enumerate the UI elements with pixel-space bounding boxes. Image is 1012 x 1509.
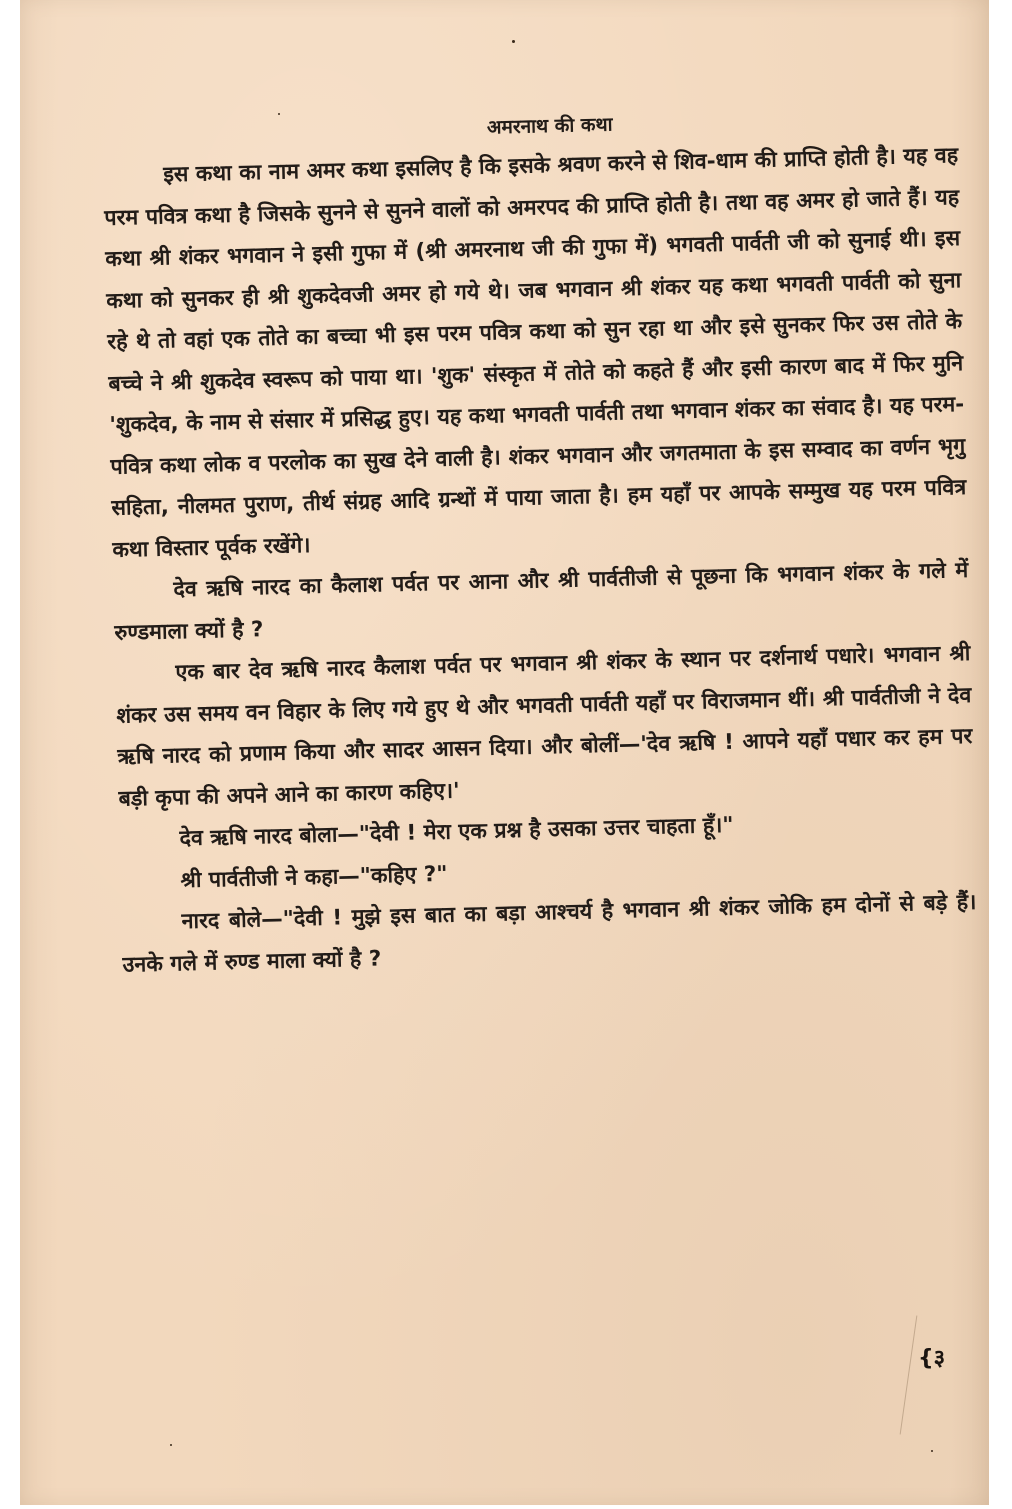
dialogue-paragraph: नारद बोले—"देवी ! मुझे इस बात का बड़ा आश्चर्य है भगवान श्री शंकर जोकि हम दोनों से बड़े हैं। उनके गले में रुण्ड माला क्यों है ? <box>122 889 977 978</box>
ink-speck <box>278 113 280 115</box>
ink-speck <box>170 1444 172 1446</box>
dialogue-paragraph: श्री पार्वतीजी ने कहा—"कहिए ?" <box>180 861 448 893</box>
section-subheading: देव ऋषि नारद का कैलाश पर्वत पर आना और श्री पार्वतीजी से पूछना कि भगवान शंकर के गले में रुण्डमाला क्यों है ? <box>114 557 969 646</box>
intro-paragraph: इस कथा का नाम अमर कथा इसलिए है कि इसके श्रवण करने से शिव-धाम की प्राप्ति होती है। यह वह परम पवित्र कथा है जिसके सुनने से सुनने वालों को अमरपद की प्राप्ति होती है। तथा वह अमर हो जाते हैं। यह कथा श्री शंकर भगवान ने इसी गुफा में (श्री अमरनाथ जी की गुफा में) भगवती पार्वती जी को सुनाई थी। इस कथा को सुनकर ही श्री शुकदेवजी अमर हो गये थे। जब भगवान श्री शंकर यह कथा भगवती पार्वती को सुना रहे थे तो वहां एक तोते का बच्चा भी इस परम पवित्र कथा को सुन रहा था और इसे सुनकर फिर उस तोते के बच्चे ने श्री शुकदेव स्वरूप को पाया था। 'शुक' संस्कृत में तोते को कहते हैं और इसी कारण बाद में फिर मुनि 'शुकदेव, के नाम से संसार में प्रसिद्ध हुए। यह कथा भगवती पार्वती तथा भगवान शंकर का संवाद है। यह परम-पवित्र कथा लोक व परलोक का सुख देने वाली है। शंकर भगवान और जगतमाता के इस सम्वाद का वर्णन भृगु सहिता, नीलमत पुराण, तीर्थ संग्रह आदि ग्रन्थों में पाया जाता है। हम यहाँ पर आपके सम्मुख यह परम पवित्र कथा विस्तार पूर्वक रखेंगे। <box>104 143 967 563</box>
page-content <box>102 101 978 986</box>
dialogue-paragraph: देव ऋषि नारद बोला—"देवी ! मेरा एक प्रश्न है उसका उत्तर चाहता हूँ।" <box>179 812 734 852</box>
chapter-title: अमरनाथ की कथा <box>486 113 613 139</box>
book-page <box>20 0 989 1505</box>
paper-crease <box>900 1316 918 1435</box>
page-number: {३ <box>918 1346 946 1371</box>
narrative-paragraph: एक बार देव ऋषि नारद कैलाश पर्वत पर भगवान श्री शंकर के स्थान पर दर्शनार्थ पधारे। भगवान श्री शंकर उस समय वन विहार के लिए गये हुए थे और भगवती पार्वती यहाँ पर विराजमान थीं। श्री पार्वतीजी ने देव ऋषि नारद को प्रणाम किया और सादर आसन दिया। और बोलीं—'देव ऋषि ! आपने यहाँ पधार कर हम पर बड़ी कृपा की अपने आने का कारण कहिए।' <box>116 640 973 812</box>
ink-speck <box>931 1450 933 1452</box>
ink-speck <box>512 40 515 43</box>
